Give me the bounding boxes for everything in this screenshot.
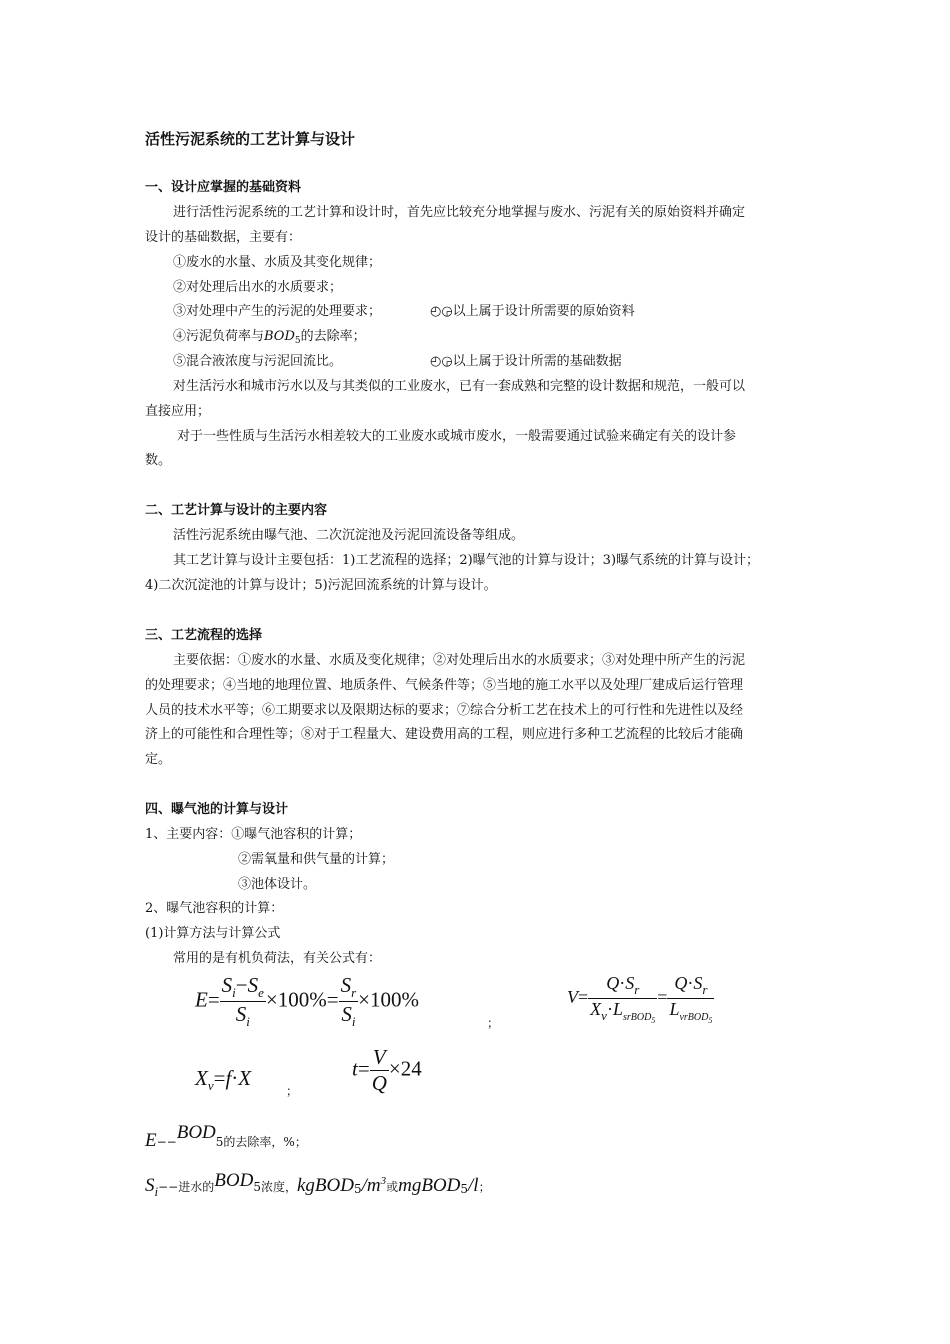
equation-removal-rate: E= $\frac{S_i-S_e}{S_i}$ ×100%= $\frac{S_r}{S_i}$ ×100% — [195, 973, 420, 1029]
paragraph-line: 主要依据：①废水的水量、水质及变化规律；②对处理后出水的水质要求；③对处理中所产生的污泥 — [173, 653, 746, 668]
punctuation: ； — [487, 1016, 500, 1030]
paragraph-line: 的处理要求；④当地的地理位置、地质条件、气候条件等；⑤当地的施工水平以及处理厂建成后运行管理 — [145, 678, 744, 693]
paragraph-line: (1)计算方法与计算公式 — [145, 926, 281, 941]
paragraph-line: 常用的是有机负荷法，有关公式有： — [173, 951, 382, 966]
paragraph-line: 设计的基础数据，主要有： — [145, 230, 302, 245]
fraction: $\frac{V}{Q}$ — [371, 1045, 387, 1095]
definition-E: E−−BOD5的去除率，%； — [145, 1122, 307, 1151]
equation-retention-time: t= $\frac{V}{Q}$ ×24 — [352, 1045, 422, 1095]
paragraph-line: 对于一些性质与生活污水相差较大的工业废水或城市废水，一般需要通过试验来确定有关的设计参 — [177, 429, 737, 444]
paragraph-line: ③池体设计。 — [238, 877, 317, 892]
list-item: ④污泥负荷率与$BOD_5$的去除率； — [173, 329, 366, 346]
paragraph-line: 对生活污水和城市污水以及与其类似的工业废水，已有一套成熟和完整的设计数据和规范，一般可以 — [173, 379, 746, 394]
section-1-heading: 一、设计应掌握的基础资料 — [145, 180, 302, 195]
punctuation: ； — [286, 1084, 299, 1098]
side-note: ◴◶以上属于设计所需要的原始资料 — [430, 304, 635, 319]
equation-mlvss: $X_v=f\cdot X$ — [195, 1066, 252, 1093]
list-item: ①废水的水量、水质及其变化规律； — [173, 255, 382, 270]
paragraph-line: 2、曝气池容积的计算： — [145, 901, 284, 916]
equation-volume: V= $Q\cdot S_r$ $X_v\cdot L_{srBOD_5}$ = $Q\cdot S_r$ $L_{vrBOD_5}$ — [567, 973, 713, 1025]
section-3-heading: 三、工艺流程的选择 — [145, 628, 263, 643]
paragraph-line: 济上的可能性和合理性等；⑧对于工程量大、建设费用高的工程，则应进行多种工艺流程的比较后才能确 — [145, 727, 744, 742]
paragraph-line: ②需氧量和供气量的计算； — [238, 852, 395, 867]
list-item: ②对处理后出水的水质要求； — [173, 280, 343, 295]
paragraph-line: 1、主要内容：①曝气池容积的计算； — [145, 827, 362, 842]
fraction: $\frac{S_r}{S_i}$ — [340, 973, 357, 1029]
fraction: $Q\cdot S_r$ $X_v\cdot L_{srBOD_5}$ — [590, 973, 656, 1025]
paragraph-line: 人员的技术水平等；⑥工期要求以及限期达标的要求；⑦综合分析工艺在技术上的可行性和先进性以及经 — [145, 703, 744, 718]
section-2-heading: 二、工艺计算与设计的主要内容 — [145, 503, 328, 518]
paragraph-line: 活性污泥系统由曝气池、二次沉淀池及污泥回流设备等组成。 — [173, 528, 525, 543]
side-note: ◴◶以上属于设计所需的基础数据 — [430, 354, 622, 369]
list-item: ③对处理中产生的污泥的处理要求； — [173, 304, 382, 319]
list-item: ⑤混合液浓度与污泥回流比。 — [173, 354, 343, 369]
section-4-heading: 四、曝气池的计算与设计 — [145, 802, 289, 817]
paragraph-line: 定。 — [145, 752, 172, 767]
doc-title: 活性污泥系统的工艺计算与设计 — [145, 130, 356, 148]
definition-Si: $S_i--$进水的BOD5浓度，$kgBOD5/m^3$或mgBOD5/l； — [145, 1170, 491, 1199]
fraction: $\frac{S_i-S_e}{S_i}$ — [221, 973, 264, 1029]
fraction: $Q\cdot S_r$ $L_{vrBOD_5}$ — [669, 973, 713, 1025]
paragraph-line: 数。 — [145, 453, 172, 468]
paragraph-line: 直接应用； — [145, 404, 211, 419]
paragraph-line: 其工艺计算与设计主要包括：1)工艺流程的选择；2)曝气池的计算与设计；3)曝气系统的计算与设计； — [173, 553, 760, 568]
paragraph-line: 4)二次沉淀池的计算与设计；5)污泥回流系统的计算与设计。 — [145, 578, 497, 593]
paragraph-line: 进行活性污泥系统的工艺计算和设计时，首先应比较充分地掌握与废水、污泥有关的原始资料并确定 — [173, 205, 746, 220]
